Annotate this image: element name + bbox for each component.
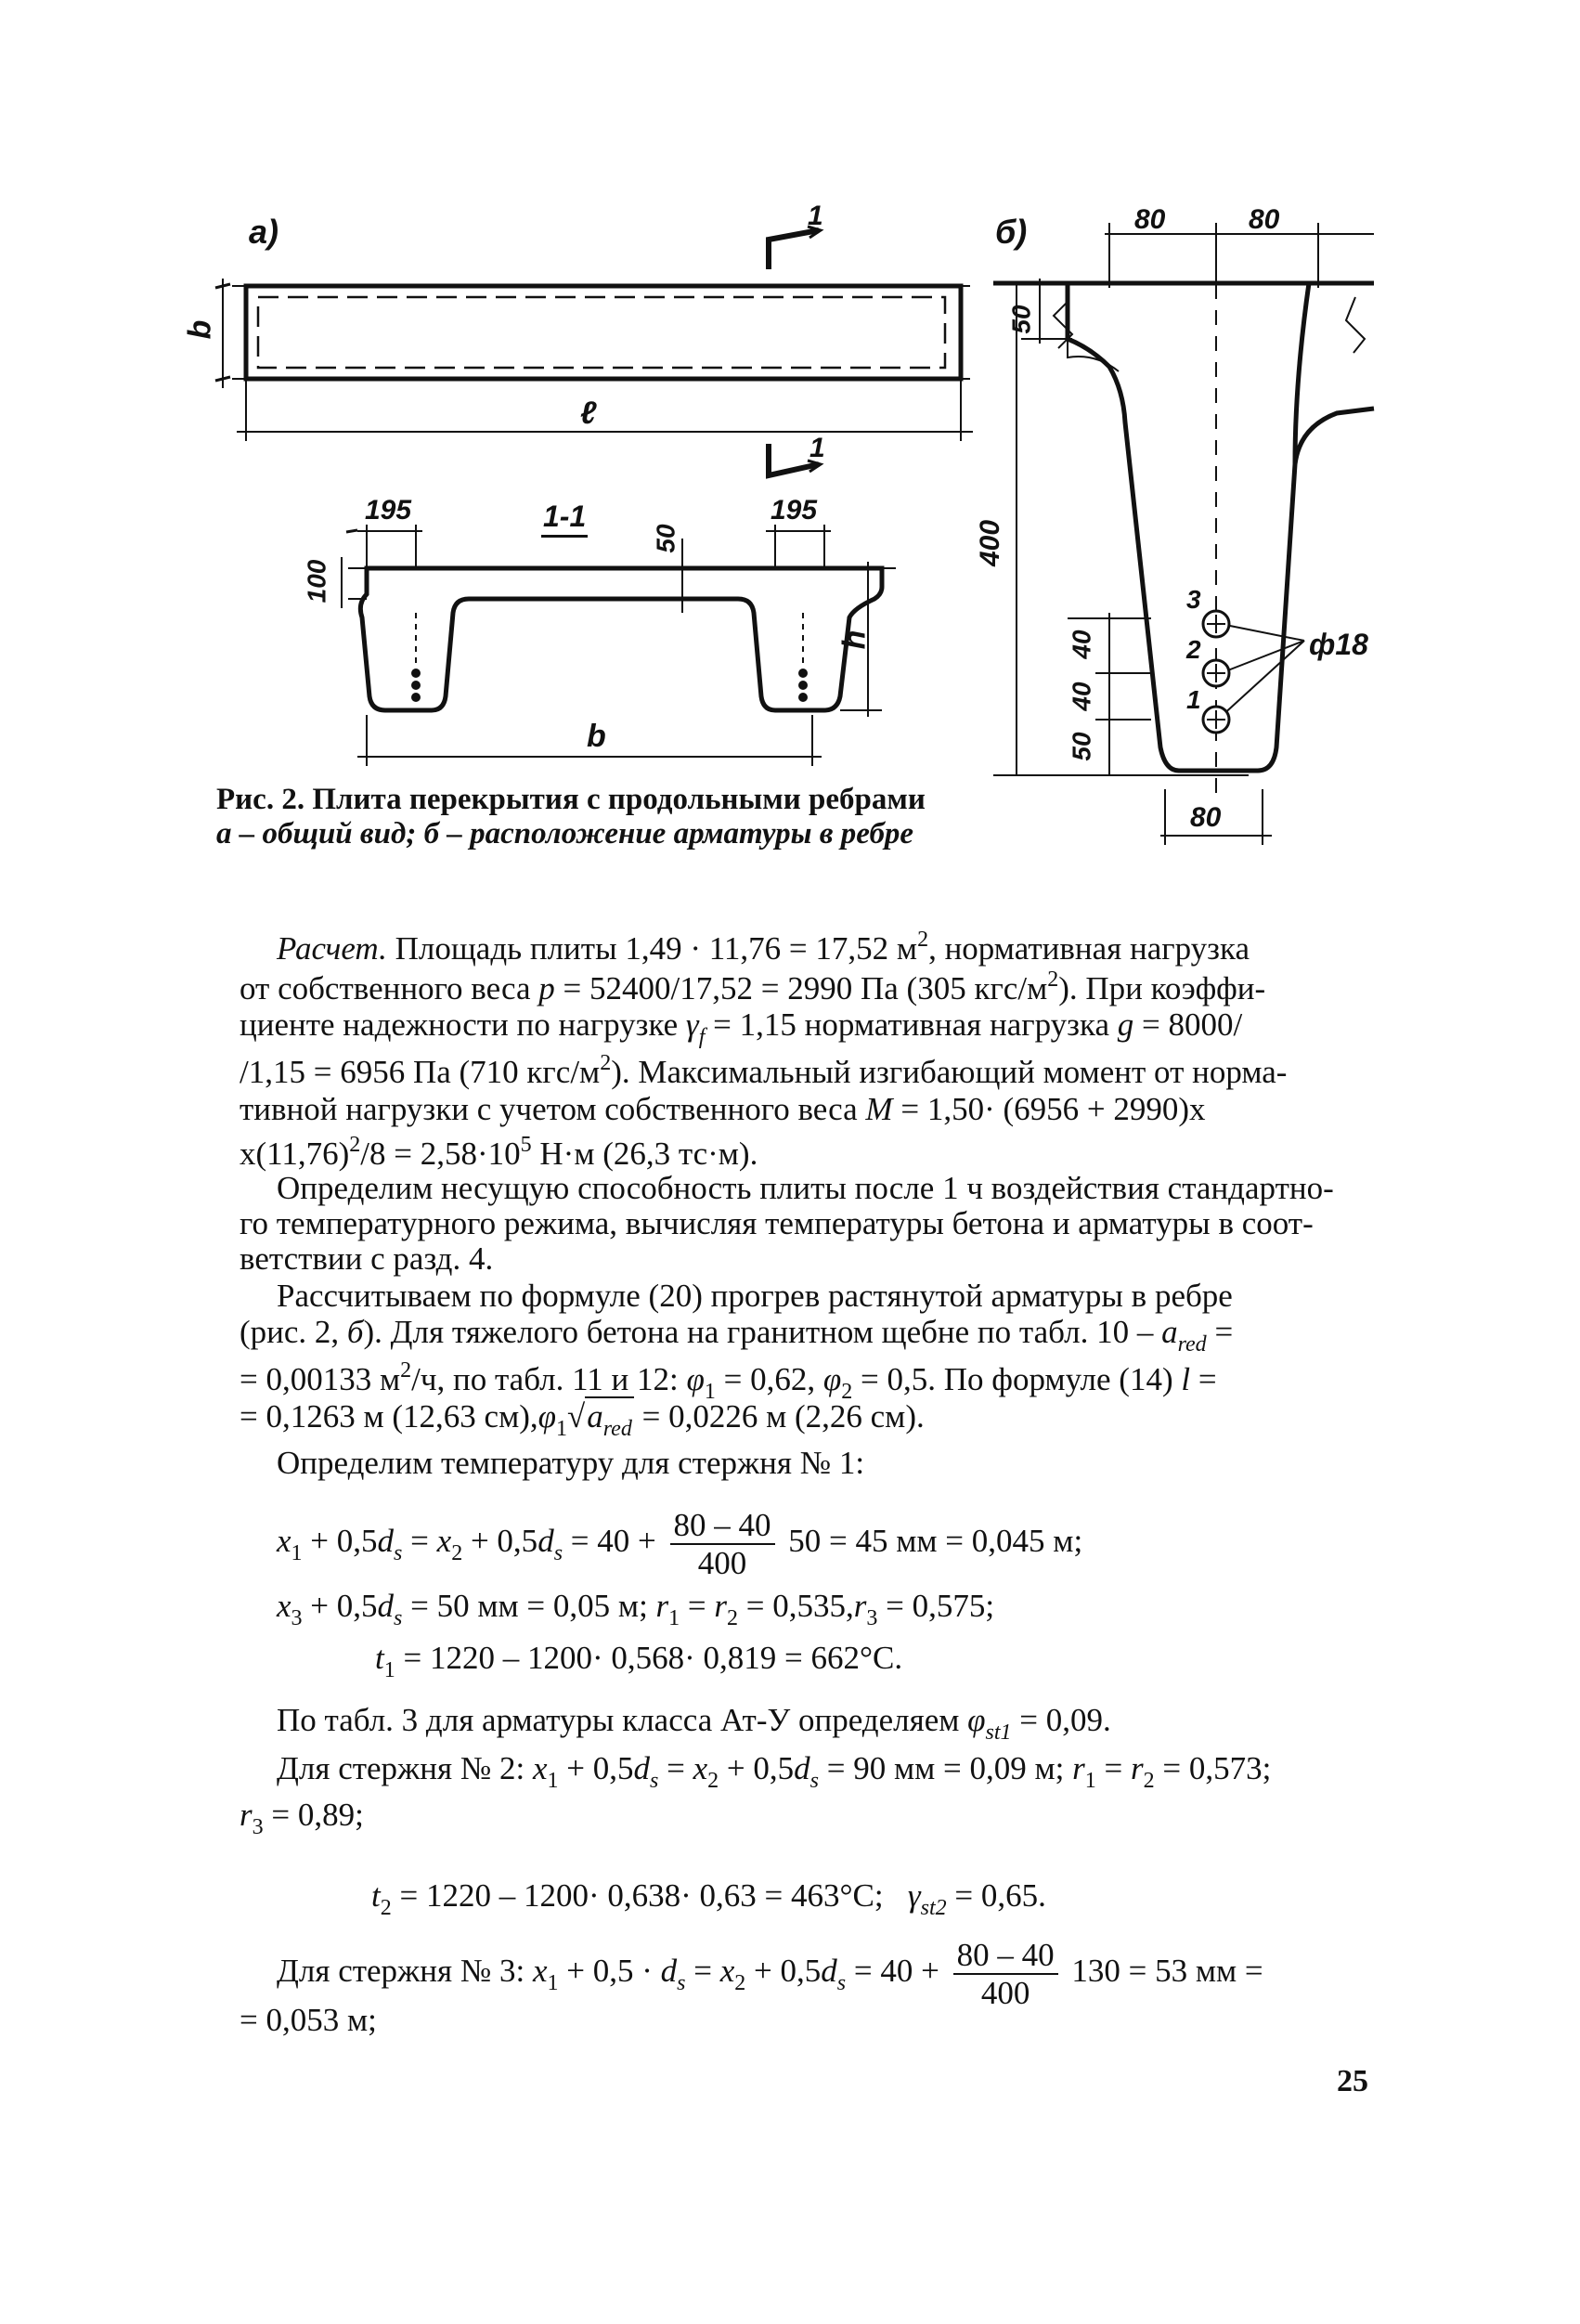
dim-label-50-section: 50 — [651, 524, 680, 553]
panel-b-letter: б) — [995, 213, 1028, 251]
paragraph-1-line-4: /1,15 = 6956 Па (710 кгс/$м^2$). Максимальный изгибающий момент от норма- — [240, 1051, 1288, 1090]
slab-plan-outline — [246, 286, 961, 379]
figure-caption-legend: а – общий вид; б – расположение арматуры в ребре — [216, 817, 914, 850]
dim-label-l: ℓ — [580, 396, 597, 431]
paragraph-3-line-1: Рассчитываем по формуле (20) прогрев растянутой арматуры в ребре — [277, 1278, 1233, 1314]
paragraph-1-line-6: $x(11,76)^2/8 = 2,58\cdot 10^5$ Н·м (26,3 тс·м). — [240, 1133, 758, 1172]
paragraph-1-line-5: тивной нагрузки с учетом собственного веса M = 1,50· (6956 + 2990)x — [240, 1091, 1206, 1127]
bar-label-3: 3 — [1186, 585, 1201, 614]
fraction-1: $\frac{80 - 40}{400}$ — [670, 1509, 775, 1579]
dim-label-50-flange: 50 — [1006, 305, 1036, 334]
paragraph-5: По табл. 3 для арматуры класса Ат-У определяем $\varphi_{st1} = 0,09$. — [277, 1702, 1111, 1745]
section-title: 1-1 — [543, 500, 587, 533]
dim-label-40-lower: 40 — [1067, 682, 1096, 711]
section-mark-label-bottom: 1 — [809, 433, 825, 463]
paragraph-2-line-1: Определим несущую способность плиты после 1 ч воздействия стандартно- — [277, 1170, 1334, 1206]
dim-label-400: 400 — [975, 519, 1006, 567]
page-number: 25 — [1337, 2064, 1368, 2098]
dim-label-40-upper: 40 — [1067, 630, 1096, 659]
paragraph-1-line-2: от собственного веса p = 52400/17,52 = 2990 Па (305 кгс/$м^2$). При коэффи- — [240, 967, 1266, 1006]
dim-label-h: h — [836, 630, 873, 650]
dim-label-80-top-right: 80 — [1249, 204, 1280, 235]
paragraph-3-line-4: = 0,1263 м (12,63 $см),\varphi_1√a_{red} = 0,0226$ м (2,26 см). — [240, 1398, 925, 1441]
figure-caption-title: Рис. 2. Плита перекрытия с продольными ребрами — [216, 783, 926, 816]
formula-1: $x_1 + 0,5d_s = x_2 + 0,5d_s = 40$ + $\frac{80 - 40}{400}$ 50 = 45 мм = 0,045 м; — [277, 1507, 1083, 1581]
dim-label-195-right: 195 — [771, 495, 818, 526]
dim-label-50-bottom: 50 — [1067, 732, 1096, 761]
paragraph-2-line-2: го температурного режима, вычисляя температуры бетона и арматуры в соот- — [240, 1205, 1314, 1241]
paragraph-4: Определим температуру для стержня № 1: — [277, 1445, 865, 1481]
paragraph-7-line-1: Для стержня № 3: $x_1 + 0,5 \cdot d_s = x_2 + 0,5d_s = 40$ + $\frac{80 - 40}{400}$ 130 = 53 мм = — [277, 1937, 1263, 2011]
formula-3: $t_1 = 1220 - 1200\cdot 0,568\cdot 0,819 = 662^\circ С$. — [375, 1640, 903, 1682]
paragraph-1-line-3: циенте надежности по нагрузке $\gamma_f = 1,15$ нормативная нагрузка g = 8000/ — [240, 1006, 1243, 1049]
dim-label-195-left: 195 — [365, 495, 412, 526]
paragraph-3-line-2: (рис. 2, б). Для тяжелого бетона на гранитном щебне по табл. $10 - a_{red}$ = — [240, 1314, 1234, 1357]
formula-2: $x_3 + 0,5d_s = 50$ мм = 0,05 м; $r_1 = r_2 = 0,535,r_3 = 0,575$; — [277, 1588, 995, 1630]
formula-4: $t_2 = 1220 - 1200\cdot 0,638\cdot 0,63 = 463^\circ С$; $\gamma_{st2} = 0,65$. — [371, 1877, 1046, 1920]
paragraph-6-line-1: Для стержня № 2: $x_1 + 0,5d_s = x_2 + 0,5d_s = 90$ мм = 0,09 м; $r_1 = r_2 = 0,573$; — [277, 1750, 1272, 1793]
dim-label-80-top-left: 80 — [1134, 204, 1166, 235]
rib-outline — [1068, 283, 1374, 771]
paragraph-7-line-2: = 0,053 м; — [240, 2002, 377, 2038]
paragraph-1-line-1: Расчет. Площадь плиты 1,49 · 11,76 = 17,52 $м^2$, нормативная нагрузка — [277, 928, 1250, 967]
dim-label-100: 100 — [302, 559, 331, 604]
slab-plan-inner — [258, 297, 945, 368]
section-mark-label-top: 1 — [808, 201, 823, 231]
dim-label-b-plan: b — [182, 319, 218, 340]
paragraph-3-line-3: = 0,00133 $м^2/ч$, по табл. 11 и 12: $\varphi_1 = 0,62$, $\varphi_2 = 0,5$. По формуле (14) l = — [240, 1358, 1217, 1404]
paragraph-2-line-3: ветствии с разд. 4. — [240, 1240, 494, 1277]
section-title-underline — [541, 535, 588, 538]
figure-slab-drawing — [0, 0, 1580, 891]
bar-diameter-label: ф18 — [1309, 628, 1368, 661]
fraction-2: $\frac{80 - 40}{400}$ — [953, 1939, 1058, 2009]
bar-label-2: 2 — [1186, 635, 1201, 664]
dim-label-b-section: b — [587, 719, 606, 754]
panel-a-letter: а) — [249, 213, 279, 251]
bar-label-1: 1 — [1186, 685, 1201, 714]
paragraph-6-line-2: $r_3 = 0,89$; — [240, 1797, 364, 1839]
dim-label-80-bottom: 80 — [1190, 802, 1222, 833]
